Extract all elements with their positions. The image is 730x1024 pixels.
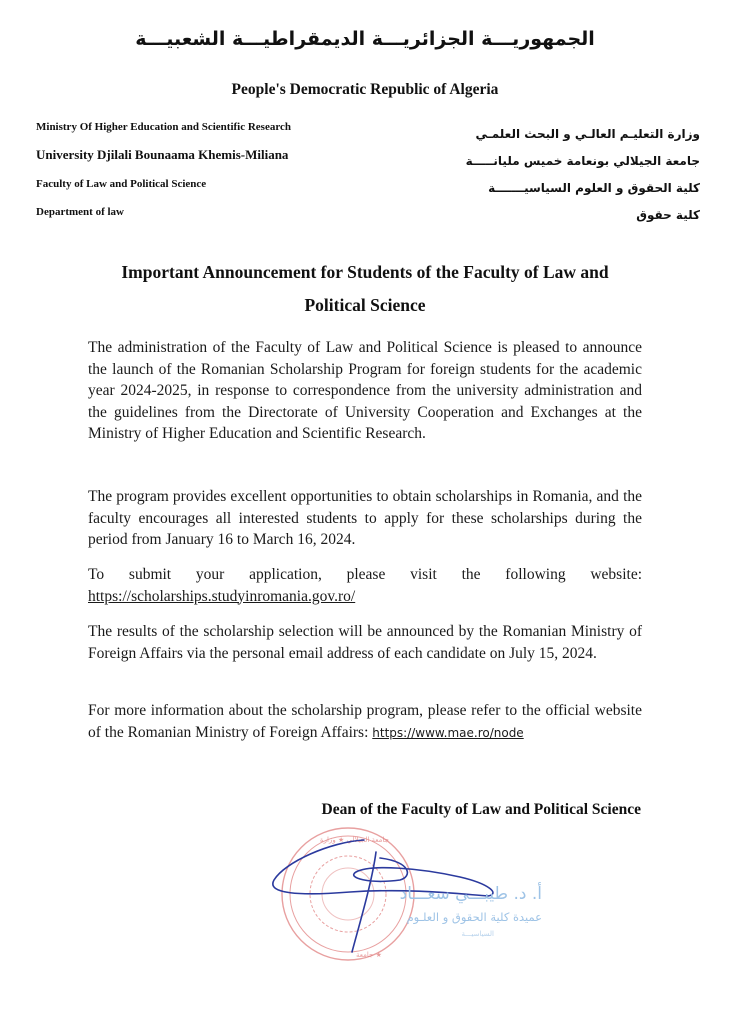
dean-role-arabic: عميدة كلية الحقوق و العلـوم xyxy=(406,910,542,924)
ministry-name: Ministry Of Higher Education and Scientific Research xyxy=(36,121,292,133)
submit-instructions: To submit your application, please visit the following website: xyxy=(88,566,642,583)
department-name: Department of law xyxy=(36,206,124,218)
paragraph-more-info xyxy=(88,700,642,744)
dean-title: Dean of the Faculty of Law and Political Science xyxy=(321,801,641,818)
more-info-text: For more information about the scholarship program, please refer to the official website of the Romanian Ministry of Foreign Affairs: xyxy=(88,702,642,741)
announcement-title-line-2: Political Science xyxy=(304,295,426,315)
faculty-name: Faculty of Law and Political Science xyxy=(36,178,207,190)
arabic-country-name: الجمهوريـــة الجزائريـــة الديمقراطيـــة الشعبيـــة xyxy=(135,28,595,50)
announcement-title-line-1: Important Announcement for Students of the Faculty of Law and xyxy=(121,262,609,282)
scholarship-portal-link[interactable]: https://scholarships.studyinromania.gov.ro/ xyxy=(88,587,356,605)
dean-name-arabic: أ. د. طيبـــي سعـــاد xyxy=(399,884,542,904)
ministry-name-arabic: وزارة التعليـم العالـي و البحث العلمـي xyxy=(475,127,700,141)
paragraph-program-launch: The administration of the Faculty of Law and Political Science is pleased to announce the launch of the Romanian Scholarship Program for foreign students for the academic year 2024-2025, in response to correspondence from the university administration and the guidelines from the Directorate of University Cooperation and Exchanges at the Ministry of Higher Education and Scientific Research. xyxy=(88,339,642,442)
svg-text:جامعة ★: جامعة ★ xyxy=(356,951,382,959)
university-name-arabic: جامعة الجيلالي بونعامة خميس مليانـــــة xyxy=(465,154,700,168)
faculty-name-arabic: كلية الحقوق و العلوم السياسيـــــــة xyxy=(488,181,700,195)
mae-website-link[interactable]: https://www.mae.ro/node xyxy=(372,725,524,740)
paragraph-results: The results of the scholarship selection will be announced by the Romanian Ministry of Foreign Affairs via the personal email address of each candidate on July 15, 2024. xyxy=(88,623,642,662)
announcement-title xyxy=(80,256,650,322)
paragraph-submit-application xyxy=(88,564,642,607)
svg-text:جامعة الجيلالي ★ وزارة: جامعة الجيلالي ★ وزارة xyxy=(320,836,389,844)
university-name: University Djilali Bounaama Khemis-Miliana xyxy=(36,147,289,162)
english-country-name: People's Democratic Republic of Algeria xyxy=(231,81,499,98)
paragraph-application-period: The program provides excellent opportunities to obtain scholarships in Romania, and the faculty encourages all interested students to apply for these scholarships during the period from January 16 to March 16, 2024. xyxy=(88,488,642,548)
dean-role-subtitle-arabic: السياسيـــة xyxy=(461,930,494,938)
department-name-arabic: كلية حقوق xyxy=(636,208,700,222)
